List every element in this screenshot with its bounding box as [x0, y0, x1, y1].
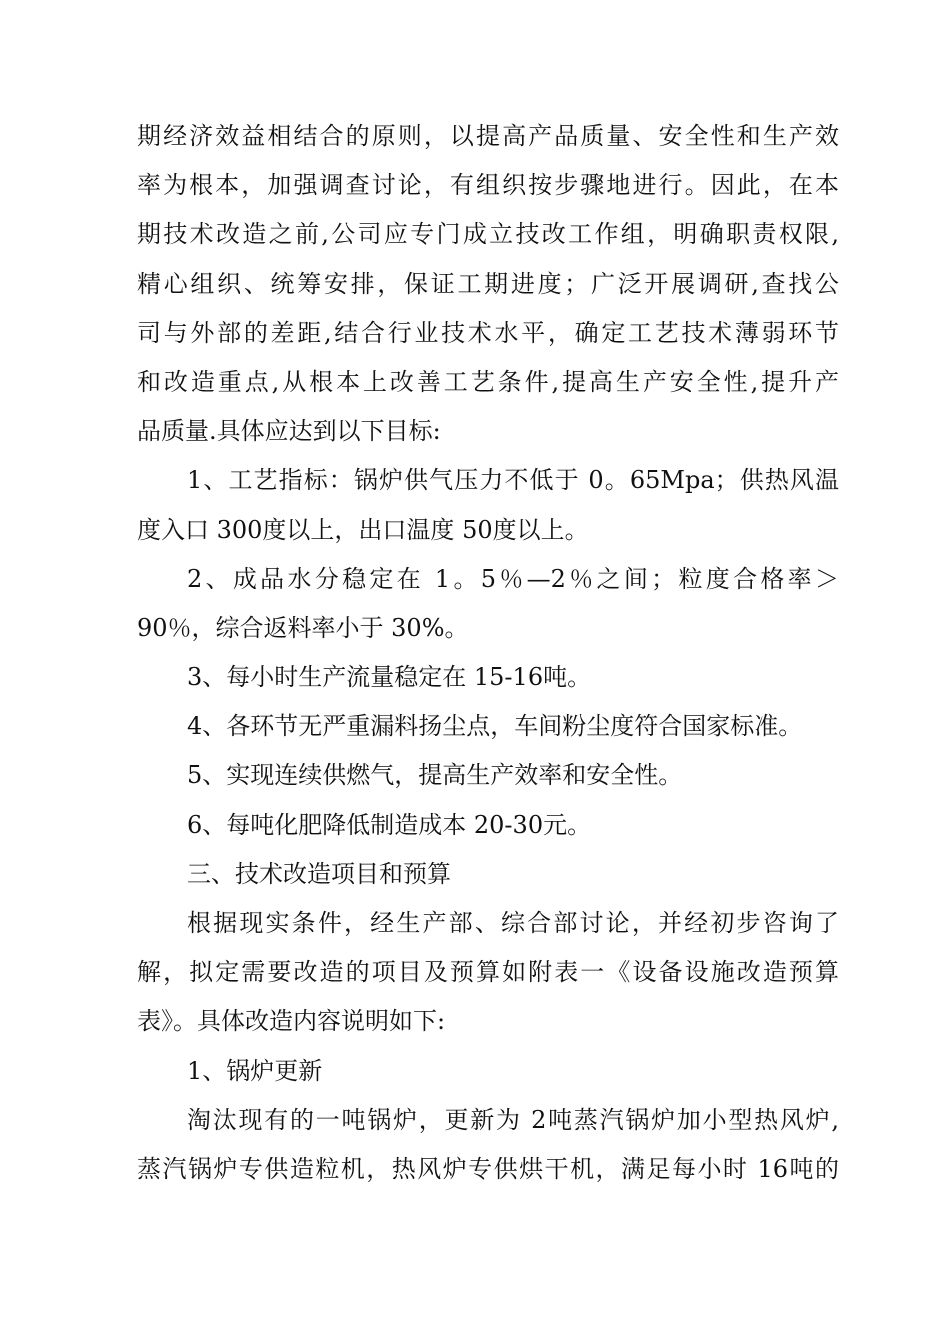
paragraph-line: 精心组织、统筹安排，保证工期进度；广泛开展调研,查找公 — [137, 269, 839, 298]
list-item-5: 5、实现连续供燃气，提高生产效率和安全性。 — [187, 761, 683, 790]
paragraph-line: 表》。具体改造内容说明如下: — [137, 1007, 446, 1036]
list-item-6: 6、每吨化肥降低制造成本 20-30元。 — [187, 810, 592, 839]
paragraph-line: 蒸汽锅炉专供造粒机，热风炉专供烘干机，满足每小时 16吨的 — [137, 1154, 839, 1183]
list-item-2: 2、成品水分稳定在 1。5％—2％之间；粒度合格率＞ — [187, 564, 839, 593]
paragraph-line: 和改造重点,从根本上改善工艺条件,提高生产安全性,提升产 — [137, 367, 839, 396]
list-item-1-cont: 度入口 300度以上，出口温度 50度以上。 — [137, 515, 589, 544]
paragraph-line: 根据现实条件，经生产部、综合部讨论，并经初步咨询了 — [187, 909, 839, 937]
list-item-4: 4、各环节无严重漏料扬尘点，车间粉尘度符合国家标准。 — [187, 712, 803, 741]
body-text — [137, 112, 839, 1194]
paragraph-line: 期技术改造之前,公司应专门成立技改工作组，明确职责权限, — [137, 220, 839, 249]
paragraph-line: 解，拟定需要改造的项目及预算如附表一《设备设施改造预算 — [137, 958, 839, 987]
paragraph-line: 淘汰现有的一吨锅炉，更新为 2吨蒸汽锅炉加小型热风炉, — [187, 1105, 839, 1134]
paragraph-line: 期经济效益相结合的原则，以提高产品质量、安全性和生产效 — [137, 122, 839, 150]
list-item-1: 1、工艺指标：锅炉供气压力不低于 0。65Mpa；供热风温 — [187, 466, 839, 495]
paragraph-line: 司与外部的差距,结合行业技术水平，确定工艺技术薄弱环节 — [137, 318, 839, 347]
paragraph-line: 品质量.具体应达到以下目标: — [137, 417, 441, 446]
list-item-2-cont: 90％，综合返料率小于 30%。 — [137, 613, 469, 642]
section-heading: 三、技术改造项目和预算 — [187, 859, 451, 888]
subsection-heading: 1、锅炉更新 — [187, 1056, 323, 1085]
list-item-3: 3、每小时生产流量稳定在 15-16吨。 — [187, 663, 592, 692]
paragraph-line: 率为根本，加强调查讨论，有组织按步骤地进行。因此，在本 — [137, 171, 839, 200]
